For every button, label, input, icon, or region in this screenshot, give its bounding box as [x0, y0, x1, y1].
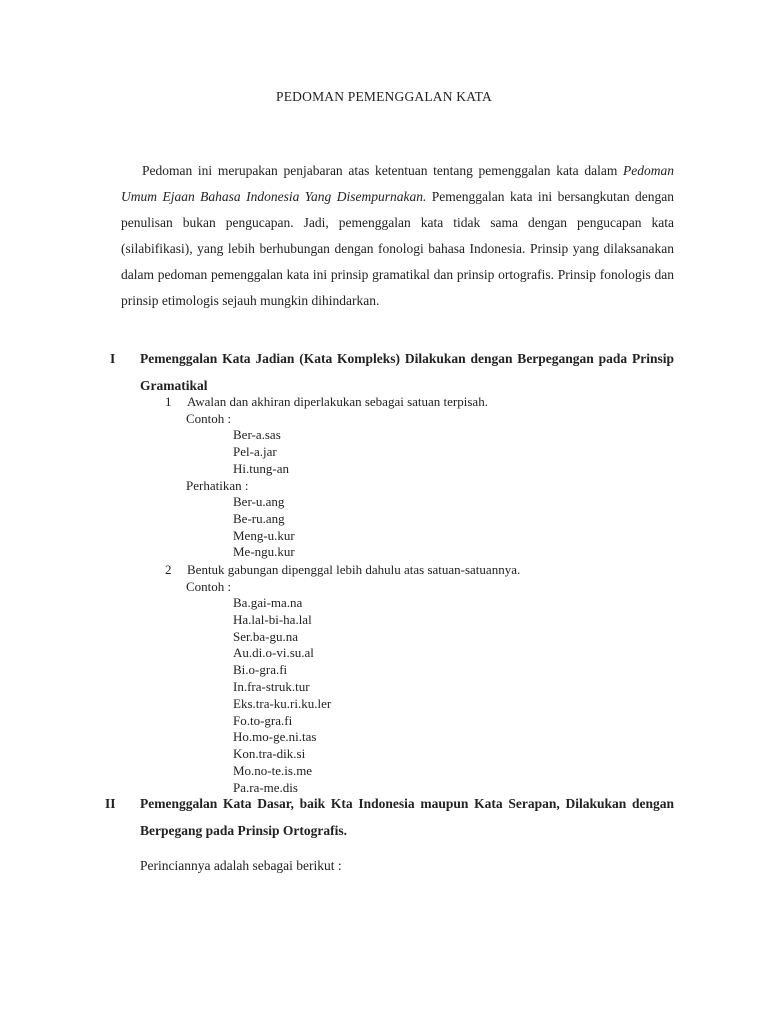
intro-italic-title: Pedoman Umum Ejaan Bahasa Indonesia Yang Disempurnakan. — [121, 163, 674, 204]
item-2-contoh-label: Contoh : — [186, 579, 232, 594]
item-2-number: 2 — [165, 562, 172, 577]
item-1-contoh-label: Contoh : — [186, 411, 232, 426]
example-word: Ber-a.sas — [233, 427, 281, 442]
example-word: Pa.ra-me.dis — [233, 779, 298, 795]
item-1-text: Awalan dan akhiran diperlakukan sebagai satuan terpisah. — [187, 394, 488, 409]
section-1-heading: Pemenggalan Kata Jadian (Kata Kompleks) Dilakukan dengan Berpegangan pada Prinsip Gramatikal — [140, 351, 674, 393]
section-1-number: I — [110, 351, 116, 366]
example-word: Mo.no-te.is.me — [233, 762, 313, 778]
example-word: Kon.tra-dik.si — [233, 746, 306, 762]
example-word: Ber-u.ang — [233, 494, 285, 509]
example-word: Bi.o-gra.fi — [233, 662, 288, 678]
example-word: Ha.lal-bi-ha.lal — [233, 611, 312, 627]
section-2-heading: Pemenggalan Kata Dasar, baik Kta Indonesia maupun Kata Serapan, Dilakukan dengan Berpegang pada Prinsip Ortografis. — [140, 796, 674, 838]
example-word: Ser.ba-gu.na — [233, 628, 298, 644]
intro-text-2: Pemenggalan kata ini bersangkutan dengan penulisan bukan pengucapan. Jadi, pemenggalan kata tidak sama dengan pengucapan kata (silabifikasi), yang lebih berhubungan dengan fonologi bahasa Indonesia. Prinsip yang dilaksanakan dalam pedoman pemenggalan kata ini prinsip gramatikal dan prinsip ortografis. Prinsip fonologis dan prinsip etimologis sejauh mungkin dihindarkan. — [121, 189, 674, 308]
item-1-number: 1 — [165, 394, 172, 409]
example-word: Fo.to-gra.fi — [233, 712, 293, 728]
example-word: Be-ru.ang — [233, 510, 285, 526]
example-word: Meng-u.kur — [233, 527, 295, 543]
item-2-contoh-list — [233, 595, 331, 797]
example-word: Eks.tra-ku.ri.ku.ler — [233, 695, 332, 711]
item-2 — [165, 561, 520, 578]
example-word: Me-ngu.kur — [233, 544, 295, 560]
item-1-contoh-list — [233, 427, 289, 477]
intro-paragraph — [121, 158, 674, 314]
example-word: Ba.gai-ma.na — [233, 595, 303, 610]
example-word: Au.di.o-vi.su.al — [233, 645, 314, 661]
example-word: Ho.mo-ge.ni.tas — [233, 729, 317, 745]
item-1-perhatikan-list — [233, 494, 295, 561]
intro-text-1: Pedoman ini merupakan penjabaran atas ketentuan tentang pemenggalan kata dalam — [142, 163, 618, 178]
item-1-perhatikan-label: Perhatikan : — [186, 478, 249, 493]
example-word: Pel-a.jar — [233, 443, 277, 459]
item-2-text: Bentuk gabungan dipenggal lebih dahulu atas satuan-satuannya. — [187, 562, 521, 577]
page-title: PEDOMAN PEMENGGALAN KATA — [276, 89, 492, 104]
section-2-paragraph: Perinciannya adalah sebagai berikut : — [140, 858, 342, 873]
section-2-number: II — [105, 796, 116, 811]
example-word: Hi.tung-an — [233, 460, 289, 476]
item-1 — [165, 393, 488, 410]
example-word: In.fra-struk.tur — [233, 678, 310, 694]
